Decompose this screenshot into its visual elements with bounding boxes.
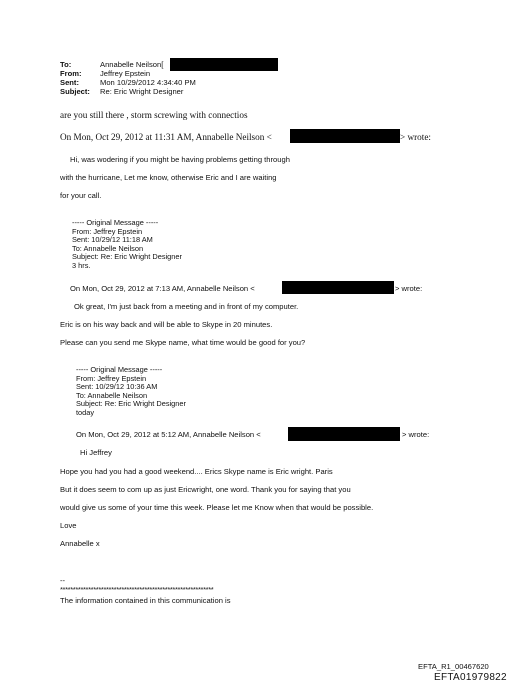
header-from — [60, 69, 150, 78]
sent-label: Sent: — [60, 78, 79, 87]
subject-label: Subject: — [60, 87, 90, 96]
redaction-box — [170, 58, 278, 71]
p3-sign: Annabelle x — [60, 539, 100, 548]
orig1-title: ----- Original Message ----- — [72, 218, 159, 227]
quote1-suffix: > wrote: — [400, 132, 431, 142]
sent-value: Mon 10/29/2012 4:34:40 PM — [100, 78, 196, 87]
p1-line1: Hi, was wodering if you might be having problems getting through — [70, 155, 290, 164]
p1-line3: for your call. — [60, 191, 102, 200]
orig2-block — [76, 366, 186, 418]
p2-line2: Eric is on his way back and will be able to Skype in 20 minutes. — [60, 320, 273, 329]
quote3-prefix: On Mon, Oct 29, 2012 at 5:12 AM, Annabelle Neilson < — [76, 430, 261, 439]
p3-line3: would give us some of your time this week. Please let me Know when that would be possible. — [60, 503, 374, 512]
redaction-box — [288, 427, 400, 441]
quote3-suffix: > wrote: — [402, 430, 430, 439]
orig2-to: To: Annabelle Neilson — [76, 390, 148, 400]
to-label: To: — [60, 60, 72, 69]
header-subject — [60, 87, 183, 96]
bates-large: EFTA01979822 — [434, 672, 507, 683]
orig1-block — [72, 219, 182, 271]
orig1-to: To: Annabelle Neilson — [72, 243, 144, 253]
from-label: From: — [60, 69, 82, 78]
header-sent — [60, 78, 196, 87]
p3-line1: Hope you had you had a good weekend.... Erics Skype name is Eric wright. Paris — [60, 467, 333, 476]
reply-line: are you still there , storm screwing with connectios — [60, 110, 248, 120]
star-line: ************************************************************ — [60, 585, 214, 594]
to-value: Annabelle Neilson[ — [100, 60, 164, 69]
header-to — [60, 60, 163, 69]
redaction-box — [290, 129, 400, 143]
subject-value: Re: Eric Wright Designer — [100, 87, 184, 96]
p3-love: Love — [60, 521, 77, 530]
bates-small: EFTA_R1_00467620 — [418, 662, 489, 671]
from-value: Jeffrey Epstein — [100, 69, 151, 78]
orig1-body: 3 hrs. — [72, 260, 91, 270]
p3-greeting: Hi Jeffrey — [80, 448, 112, 457]
p2-line1: Ok great, I'm just back from a meeting and in front of my computer. — [74, 302, 299, 311]
p2-line3: Please can you send me Skype name, what time would be good for you? — [60, 338, 306, 347]
quote1-prefix: On Mon, Oct 29, 2012 at 11:31 AM, Annabelle Neilson < — [60, 132, 272, 142]
orig2-title: ----- Original Message ----- — [76, 365, 163, 374]
orig1-sent: Sent: 10/29/12 11:18 AM — [72, 235, 153, 245]
orig2-sent: Sent: 10/29/12 10:36 AM — [76, 382, 158, 392]
p3-line2: But it does seem to com up as just Ericwright, one word. Thank you for saying that you — [60, 485, 351, 494]
orig2-from: From: Jeffrey Epstein — [76, 373, 147, 383]
quote2-prefix: On Mon, Oct 29, 2012 at 7:13 AM, Annabelle Neilson < — [70, 284, 255, 293]
p1-line2: with the hurricane, Let me know, otherwise Eric and I are waiting — [60, 173, 277, 182]
orig1-from: From: Jeffrey Epstein — [72, 226, 143, 236]
signature-dash: -- — [60, 576, 66, 585]
orig2-subject: Subject: Re: Eric Wright Designer — [76, 399, 186, 409]
redaction-box — [282, 281, 394, 294]
quote2-suffix: > wrote: — [395, 284, 423, 293]
orig2-body: today — [76, 407, 95, 417]
orig1-subject: Subject: Re: Eric Wright Designer — [72, 252, 182, 262]
disclaimer-text: The information contained in this communication is — [60, 596, 231, 605]
